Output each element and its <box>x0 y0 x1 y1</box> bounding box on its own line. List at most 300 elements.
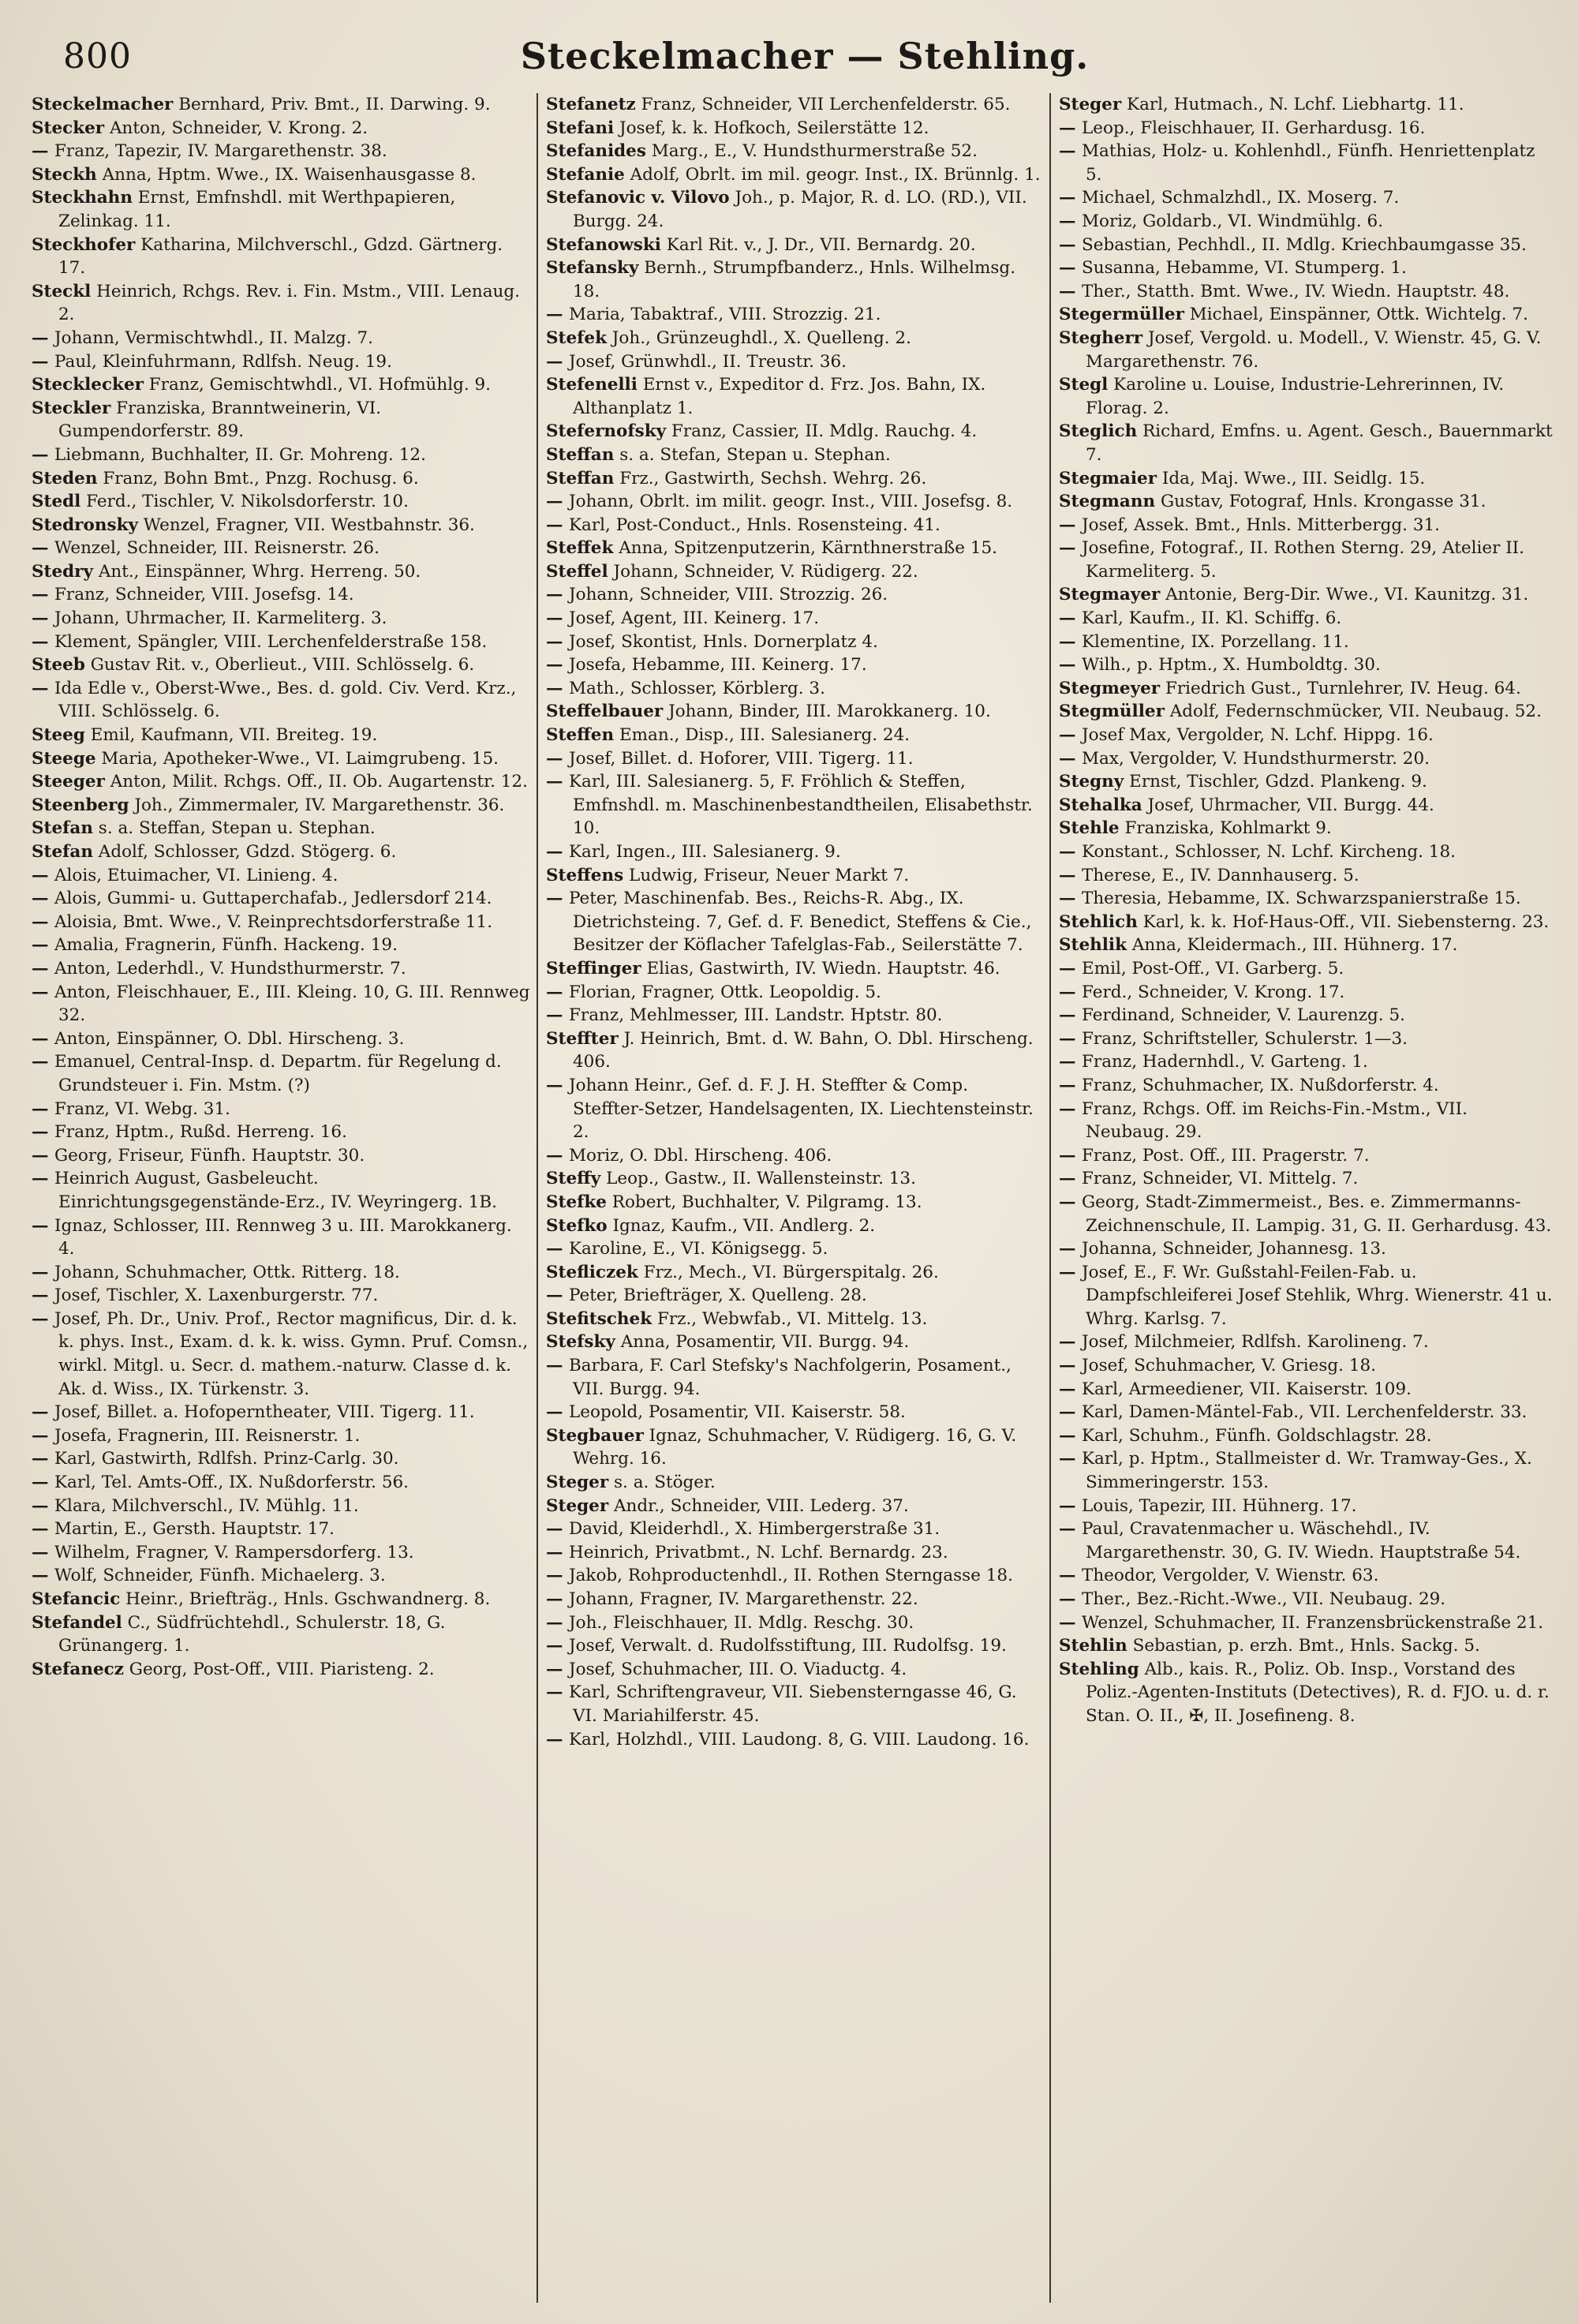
entry-surname: — <box>32 889 54 909</box>
directory-entry <box>1059 653 1556 677</box>
directory-entry <box>32 1401 530 1424</box>
entry-text: Maria, Apotheker-Wwe., VI. Laimgrubeng. 15. <box>95 748 499 769</box>
entry-text: Anna, Posamentir, VII. Burgg. 94. <box>615 1332 910 1353</box>
entry-text: Josef, Schuhmacher, III. O. Viaductg. 4. <box>569 1659 907 1679</box>
entry-surname: — <box>546 608 569 629</box>
directory-entry <box>546 1401 1043 1424</box>
directory-entry <box>546 677 1043 701</box>
entry-surname: Steckler <box>32 398 111 418</box>
entry-text: d. k. k. wiss. Gymn. Pruf. Comsn., wirkl. <box>58 1332 529 1376</box>
entry-surname: — <box>1059 725 1082 746</box>
directory-entry <box>546 93 1043 117</box>
directory-entry <box>1059 537 1556 583</box>
entry-surname: — <box>546 842 569 862</box>
entry-surname: — <box>1059 1239 1082 1259</box>
entry-text: Wilhelmsg. 18. <box>573 258 1016 301</box>
directory-entry <box>1059 1634 1556 1658</box>
entry-surname: — <box>546 1542 569 1562</box>
directory-entry <box>32 1308 530 1401</box>
entry-text: Alb., kais. R., Poliz. Ob. Insp., <box>1139 1659 1399 1679</box>
entry-text: Emil, Post-Off., VI. Garberg. 5. <box>1082 958 1344 979</box>
entry-surname: Steffan <box>546 444 615 465</box>
directory-entry <box>32 981 530 1027</box>
entry-text: J. Heinrich, Bmt. d. W. Bahn, O. <box>618 1028 893 1049</box>
directory-entry <box>32 234 530 280</box>
entry-text: Josef, Skontist, Hnls. Dornerplatz 4. <box>569 631 878 652</box>
directory-entry <box>1059 256 1556 280</box>
entry-text: Heinrich, Privatbmt., N. Lchf. Bernardg. 23. <box>569 1542 948 1562</box>
directory-entry <box>1059 210 1556 234</box>
directory-entry <box>1059 1261 1556 1331</box>
entry-text: Theresia, Hebamme, IX. Schwarzspanierstraße 15. <box>1082 889 1521 909</box>
entry-surname: Steffel <box>546 561 608 582</box>
entry-text: Jakob, Rohproductenhdl., II. Rothen Sterngasse 18. <box>569 1566 1013 1586</box>
entry-text: Alois, Etuimacher, VI. Linieng. 4. <box>54 865 338 885</box>
entry-text: Wichtelg. 7. <box>1425 305 1528 325</box>
entry-surname: Stegny <box>1059 772 1124 792</box>
entry-surname: — <box>32 1262 54 1282</box>
directory-entry <box>546 1167 1043 1191</box>
entry-text: Anton, Einspänner, O. Dbl. Hirscheng. 3. <box>54 1028 405 1049</box>
entry-text: Andr., Schneider, VIII. Lederg. 37. <box>608 1495 909 1516</box>
directory-entry <box>1059 770 1556 794</box>
entry-text: Karl, Kaufm., II. Kl. Schiffg. 6. <box>1082 608 1342 629</box>
entry-text: Johann Heinr., Gef. d. F. J. H. Steffter & Comp. Steffter-Setzer, Handelsagenten, IX. Liechtensteinstr. 2. <box>569 1075 1034 1143</box>
entry-surname: — <box>546 1566 569 1586</box>
entry-text: R. d. LO. (RD.), VII. Burgg. 24. <box>573 188 1027 231</box>
entry-text: Josef, E., F. Wr. Gußstahl-Feilen-Fab. u. <box>1082 1262 1417 1282</box>
directory-entry <box>32 607 530 631</box>
directory-entry <box>546 1634 1043 1658</box>
directory-entry <box>1059 280 1556 304</box>
entry-surname: Stehling <box>1059 1659 1139 1679</box>
entry-text: s. a. Stefan, Stepan u. Stephan. <box>614 444 891 465</box>
directory-entry <box>546 1471 1043 1495</box>
directory-entry <box>32 1658 530 1682</box>
entry-text: Ida Edle v., Oberst-Wwe., Bes. d. gold. <box>54 678 383 698</box>
entry-surname: — <box>1059 1332 1082 1353</box>
entry-surname: Stehlich <box>1059 911 1138 932</box>
directory-entry <box>546 1027 1043 1074</box>
entry-text: Karl, III. Salesianerg. 5, F. Fröhlich & <box>569 772 894 792</box>
entry-text: Friedrich Gust., Turnlehrer, IV. <box>1160 678 1432 698</box>
directory-entry <box>32 631 530 654</box>
entry-text: Civ. Verd. Krz., VIII. Schlösselg. 6. <box>58 678 517 722</box>
entry-text: Ernst v., Expeditor d. Frz. Jos. <box>637 375 901 395</box>
entry-surname: — <box>1059 889 1082 909</box>
entry-surname: Steege <box>32 748 96 769</box>
directory-entry <box>1059 1330 1556 1354</box>
entry-text: Elias, Gastwirth, IV. Wiedn. <box>641 958 882 979</box>
directory-entry <box>1059 467 1556 491</box>
entry-surname: — <box>546 1636 569 1656</box>
entry-text: Karoline u. Louise, Industrie-Lehrerinnen, IV. Florag. 2. <box>1086 375 1505 418</box>
directory-entry <box>1059 490 1556 514</box>
entry-text: Klement, Spängler, VIII. Lerchenfelderstraße 158. <box>54 631 488 652</box>
directory-entry <box>32 140 530 163</box>
entry-text: Johann, Uhrmacher, II. Karmeliterg. 3. <box>54 608 387 629</box>
entry-text: Konstant., Schlosser, N. Lchf. Kircheng. 18. <box>1082 842 1456 862</box>
entry-text: Josef, Milchmeier, Rdlfsh. Karolineng. 7. <box>1082 1332 1429 1353</box>
entry-text: Katharina, Milchverschl., Gdzd. <box>135 234 413 255</box>
entry-surname: Steckhahn <box>32 188 133 208</box>
entry-surname: Steckelmacher <box>32 95 174 114</box>
entry-text: Josef, Billet. a. Hofoperntheater, VIII. <box>54 1402 376 1423</box>
column-right <box>1049 93 1562 2303</box>
entry-surname: — <box>32 444 54 465</box>
entry-text: Josef, Tischler, X. Laxenburgerstr. 77. <box>54 1285 379 1306</box>
entry-surname: — <box>32 1169 54 1189</box>
entry-text: Theodor, Vergolder, V. Wienstr. 63. <box>1082 1566 1379 1586</box>
entry-text: Mathias, Holz- u. Kohlenhdl., Fünfh. Henriettenplatz 5. <box>1082 141 1535 185</box>
entry-surname: Stedl <box>32 492 81 512</box>
entry-text: Bahn, IX. Althanplatz 1. <box>573 375 986 418</box>
directory-entry <box>1059 1401 1556 1424</box>
entry-text: IX. Brünnlg. 1. <box>914 164 1041 185</box>
directory-entry <box>32 443 530 467</box>
entry-text: Joh., Fleischhauer, II. Mdlg. Reschg. 30. <box>569 1612 914 1633</box>
entry-surname: — <box>32 911 54 932</box>
entry-surname: — <box>546 1659 569 1679</box>
entry-surname: — <box>546 1589 569 1609</box>
directory-entry <box>32 1284 530 1308</box>
directory-entry <box>1059 1050 1556 1074</box>
directory-entry <box>1059 1588 1556 1611</box>
entry-text: Franz, Bohn Bmt., Pnzg. Rochusg. 6. <box>97 468 419 488</box>
entry-surname: Stehlin <box>1059 1636 1127 1656</box>
entry-text: Johann, Schuhmacher, Ottk. Ritterg. 18. <box>54 1262 400 1282</box>
entry-surname: — <box>1059 141 1082 162</box>
entry-text: Ferd., Tischler, V. Nikolsdorferstr. 10. <box>80 492 409 512</box>
entry-text: s. a. Steffan, Stepan u. Stephan. <box>92 818 376 839</box>
entry-text: Liebmann, Buchhalter, II. Gr. Mohreng. 12. <box>54 444 426 465</box>
entry-text: Josef, Billet. d. Hoforer, VIII. Tigerg. 11. <box>569 748 914 769</box>
entry-text: Johanna, Schneider, Johannesg. 13. <box>1082 1239 1386 1259</box>
directory-entry <box>1059 957 1556 981</box>
directory-entry <box>546 747 1043 771</box>
directory-entry <box>1059 981 1556 1005</box>
page-number: 800 <box>63 36 132 77</box>
directory-entry <box>32 327 530 350</box>
directory-entry <box>1059 1027 1556 1051</box>
entry-text: Eman., Disp., III. Salesianerg. 24. <box>614 725 911 746</box>
entry-surname: Stecklecker <box>32 375 144 395</box>
entry-text: Josef, Grünwhdl., II. Treustr. 36. <box>569 351 847 372</box>
entry-text: Tafelglas-Fab., Seilerstätte 7. <box>771 935 1023 956</box>
directory-entry <box>32 467 530 491</box>
directory-entry <box>546 256 1043 303</box>
directory-entry <box>32 93 530 117</box>
entry-text: Josef, Uhrmacher, VII. Burgg. 44. <box>1142 795 1434 815</box>
entry-surname: Stegmüller <box>1059 702 1165 722</box>
entry-text: Frz., Mech., VI. Bürgerspitalg. 26. <box>638 1262 939 1282</box>
entry-surname: — <box>546 748 569 769</box>
entry-surname: — <box>1059 1262 1082 1282</box>
directory-entry <box>1059 1495 1556 1518</box>
directory-entry <box>546 583 1043 607</box>
directory-entry <box>546 631 1043 654</box>
entry-text: Heinr., Briefträg., Hnls. Gschwandnerg. 8. <box>120 1589 491 1609</box>
entry-text: Michael, Einspänner, Ottk. <box>1184 305 1420 325</box>
directory-entry <box>32 1167 530 1214</box>
entry-surname: — <box>32 1566 54 1586</box>
entry-surname: — <box>546 772 569 792</box>
entry-surname: — <box>546 1402 569 1423</box>
entry-text: Anna, Kleidermach., III. Hühnerg. 17. <box>1127 935 1458 956</box>
entry-surname: — <box>32 1098 54 1119</box>
entry-text: Josef, Schuhmacher, V. Griesg. 18. <box>1082 1356 1377 1376</box>
entry-surname: Steeger <box>32 772 105 792</box>
entry-surname: Steckh <box>32 164 97 185</box>
directory-entry <box>546 1191 1043 1214</box>
directory-entry <box>32 490 530 514</box>
entry-surname: Stegermüller <box>1059 305 1184 325</box>
entry-text: Franz, Schriftsteller, Schulerstr. 1—3. <box>1082 1028 1408 1049</box>
directory-entry <box>1059 1518 1556 1564</box>
entry-surname: — <box>1059 234 1082 255</box>
entry-text: Martin, E., Gersth. Hauptstr. 17. <box>54 1519 335 1540</box>
entry-surname: Stedry <box>32 561 93 582</box>
entry-text: Rauchg. 4. <box>884 421 978 442</box>
directory-entry <box>32 117 530 140</box>
entry-surname: Stefancic <box>32 1589 121 1609</box>
entry-text: Maria, Tabaktraf., VIII. Strozzig. 21. <box>569 305 881 325</box>
entry-text: Wienstr. 45, G. V. Margarethenstr. 76. <box>1086 327 1542 372</box>
directory-entry <box>546 163 1043 187</box>
entry-surname: — <box>546 1285 569 1306</box>
entry-text: Karl, Tel. Amts-Off., IX. Nußdorferstr. 56. <box>54 1473 409 1493</box>
entry-text: Heug. 64. <box>1436 678 1521 698</box>
page-header <box>63 32 1546 95</box>
entry-surname: — <box>546 1356 569 1376</box>
entry-text: Max, Vergolder, V. Hundsthurmerstr. 20. <box>1082 748 1430 769</box>
entry-surname: — <box>1059 1566 1082 1586</box>
directory-entry <box>1059 1564 1556 1588</box>
directory-entry <box>32 1261 530 1285</box>
entry-text: Franz, Post. Off., III. Pragerstr. 7. <box>1082 1145 1370 1166</box>
entry-text: Karl, Hutmach., N. Lchf. Liebhartg. 11. <box>1121 95 1464 114</box>
entry-text: G. III. Rennweg 32. <box>58 982 530 1026</box>
entry-surname: — <box>1059 1052 1082 1072</box>
entry-surname: — <box>32 1052 54 1072</box>
directory-entry <box>546 350 1043 374</box>
directory-entry <box>1059 1098 1556 1144</box>
entry-text: Anton, Lederhdl., V. Hundsthurmerstr. 7. <box>54 958 406 979</box>
directory-entry <box>1059 677 1556 701</box>
entry-text: Moriz, O. Dbl. Hirscheng. 406. <box>569 1145 832 1166</box>
entry-surname: — <box>1059 1356 1082 1376</box>
directory-entry <box>546 327 1043 350</box>
entry-surname: — <box>1059 1098 1082 1119</box>
entry-surname: Steffinger <box>546 958 641 979</box>
running-head: Steckelmacher — Stehling. <box>520 35 1090 77</box>
entry-surname: Stefenelli <box>546 375 638 395</box>
entry-text: Frz., Gastwirth, Sechsh. Wehrg. 26. <box>614 468 927 488</box>
entry-surname: — <box>546 678 569 698</box>
entry-surname: Steenberg <box>32 795 129 815</box>
entry-surname: Stefanowski <box>546 234 661 255</box>
directory-entry <box>546 1004 1043 1027</box>
directory-entry <box>546 887 1043 957</box>
directory-entry <box>546 607 1043 631</box>
directory-entry <box>32 1027 530 1051</box>
entry-surname: — <box>32 935 54 956</box>
directory-entry <box>546 1658 1043 1682</box>
directory-entry <box>32 397 530 443</box>
entry-text: Ther., Bez.-Richt.-Wwe., VII. Neubaug. 29. <box>1082 1589 1446 1609</box>
directory-entry <box>32 1541 530 1565</box>
directory-entry <box>546 1074 1043 1144</box>
entry-text: IX. Dietrichsteing. 7, Gef. d. F. Benedict, <box>573 889 964 932</box>
entry-surname: — <box>1059 1495 1082 1516</box>
entry-text: Karl Rit. v., J. Dr., VII. <box>660 234 851 255</box>
entry-text: Ernst, Emfnshdl. mit Werthpapieren, Zelinkag. 11. <box>58 188 456 231</box>
entry-text: Robert, Buchhalter, V. Pilgramg. 13. <box>606 1192 922 1212</box>
entry-text: Emil, Kaufmann, VII. Breiteg. 19. <box>84 725 378 746</box>
entry-text: Georg, Friseur, Fünfh. Hauptstr. 30. <box>54 1145 365 1166</box>
entry-text: Antonie, Berg-Dir. Wwe., VI. <box>1160 585 1409 605</box>
directory-entry <box>32 1518 530 1541</box>
entry-text: Steffen, Emfnshdl. m. Maschinenbestandtheilen, Elisabethstr. 10. <box>573 772 1033 839</box>
directory-entry <box>1059 140 1556 186</box>
directory-entry <box>546 1541 1043 1565</box>
entry-text: Franz, Schneider, VI. Mittelg. 7. <box>1082 1169 1359 1189</box>
entry-surname: — <box>1059 655 1082 675</box>
directory-entry <box>546 981 1043 1005</box>
directory-entry <box>546 1354 1043 1401</box>
directory-entry <box>546 514 1043 537</box>
entry-surname: Steffy <box>546 1169 601 1189</box>
entry-surname: — <box>546 631 569 652</box>
directory-entry <box>1059 303 1556 327</box>
entry-text: Marg., E., V. Hundsthurmerstraße 52. <box>645 141 978 162</box>
entry-surname: — <box>1059 118 1082 138</box>
entry-text: Franz, Cassier, II. Mdlg. <box>666 421 880 442</box>
entry-surname: — <box>546 889 569 909</box>
entry-text: Ant., Einspänner, Whrg. Herreng. 50. <box>93 561 421 582</box>
entry-text: Aloisia, Bmt. Wwe., V. Reinprechtsdorferstraße 11. <box>54 911 493 932</box>
entry-surname: — <box>546 515 569 535</box>
entry-surname: — <box>1059 1005 1082 1026</box>
entry-surname: Steger <box>1059 95 1122 114</box>
entry-text: Gustav, Fotograf, Hnls. Krongasse 31. <box>1155 492 1486 512</box>
entry-text: Josef, Verwalt. d. Rudolfsstiftung, III. <box>569 1636 888 1656</box>
entry-text: Dampfschleiferei Josef Stehlik, Whrg. Wienerstr. 41 u. Whrg. Karlsg. 7. <box>1086 1285 1553 1329</box>
entry-surname: — <box>1059 211 1082 231</box>
entry-text: Wenzel, Schneider, III. Reisnerstr. 26. <box>54 538 380 559</box>
entry-text: Karl, p. Hptm., Stallmeister d. Wr. Tramway-Ges., X. Simmeringerstr. 153. <box>1082 1449 1532 1493</box>
directory-entry <box>1059 1424 1556 1448</box>
entry-surname: — <box>32 1285 54 1306</box>
columns <box>24 93 1562 2303</box>
entry-surname: Steglich <box>1059 421 1138 442</box>
entry-surname: — <box>32 1215 54 1236</box>
entry-surname: — <box>1059 1192 1082 1212</box>
entry-text: Amalia, Fragnerin, Fünfh. Hackeng. 19. <box>54 935 398 956</box>
directory-entry <box>1059 1004 1556 1027</box>
entry-surname: — <box>32 1028 54 1049</box>
entry-surname: — <box>1059 1519 1082 1540</box>
directory-entry <box>546 234 1043 257</box>
entry-text: Franz, Gemischtwhdl., VI. Hofmühlg. 9. <box>143 375 492 395</box>
entry-surname: Steffter <box>546 1028 619 1049</box>
entry-surname: — <box>546 1682 569 1703</box>
entry-text: Karoline, E., VI. Königsegg. 5. <box>569 1239 828 1259</box>
directory-entry <box>546 117 1043 140</box>
directory-entry <box>546 303 1043 327</box>
directory-entry <box>32 163 530 187</box>
entry-text: Susanna, Hebamme, VI. Stumperg. 1. <box>1082 258 1407 279</box>
directory-entry <box>32 794 530 818</box>
entry-text: Franz, Hptm., Rußd. Herreng. 16. <box>54 1122 347 1143</box>
entry-surname: Stefan <box>32 818 93 839</box>
entry-text: Richard, Emfns. u. Agent. Gesch., <box>1137 421 1434 442</box>
entry-surname: Steffelbauer <box>546 702 664 722</box>
directory-entry <box>32 817 530 840</box>
directory-entry <box>32 1471 530 1495</box>
directory-entry <box>1059 934 1556 957</box>
entry-text: Franz, Tapezir, IV. Margarethenstr. 38. <box>54 141 387 162</box>
directory-entry <box>1059 327 1556 373</box>
entry-text: Math., Schlosser, Körblerg. 3. <box>569 678 825 698</box>
entry-text: VIII. Lenaug. 2. <box>58 281 520 325</box>
directory-entry <box>546 1284 1043 1308</box>
directory-entry <box>1059 117 1556 140</box>
directory-entry <box>1059 1237 1556 1261</box>
entry-text: G. Grünangerg. 1. <box>58 1612 446 1656</box>
directory-entry <box>1059 700 1556 724</box>
directory-entry <box>546 700 1043 724</box>
directory-entry <box>32 747 530 771</box>
entry-surname: Steffek <box>546 538 614 559</box>
entry-text: Leopold, Posamentir, VII. Kaiserstr. 58. <box>569 1402 906 1423</box>
entry-text: Vorstand des Poliz.-Agenten-Instituts (Detectives), R. d. FJO. u. d. r. Stan. O. II., <box>1086 1659 1550 1726</box>
directory-entry <box>1059 840 1556 864</box>
entry-surname: — <box>1059 1075 1082 1095</box>
directory-entry <box>32 1611 530 1658</box>
entry-surname: — <box>32 982 54 1002</box>
entry-text: Louis, Tapezir, III. Hühnerg. 17. <box>1082 1495 1357 1516</box>
entry-text: Karl, Post-Conduct., Hnls. Rosensteing. 41. <box>569 515 940 535</box>
entry-surname: — <box>546 1239 569 1259</box>
entry-surname: — <box>32 1542 54 1562</box>
entry-surname: — <box>32 1519 54 1540</box>
entry-surname: — <box>546 351 569 372</box>
directory-entry <box>546 1564 1043 1588</box>
entry-surname: — <box>32 1308 54 1329</box>
entry-text: Franz, VI. Webg. 31. <box>54 1098 230 1119</box>
entry-surname: — <box>1059 982 1082 1002</box>
entry-text: Georg, Stadt-Zimmermeist., Bes. e. Zimmermanns-Zeichnenschule, II. Lampig. 31, <box>1082 1192 1521 1236</box>
directory-entry <box>32 583 530 607</box>
directory-entry <box>1059 1074 1556 1098</box>
entry-surname: — <box>1059 631 1082 652</box>
entry-text: Peter, Briefträger, X. Quelleng. 28. <box>569 1285 867 1306</box>
directory-entry <box>546 1518 1043 1541</box>
entry-text: Wilhelm, Fragner, V. Rampersdorferg. 13. <box>54 1542 414 1562</box>
entry-text: Adolf, Federnschmücker, VII. <box>1164 702 1420 722</box>
entry-text: magnificus, Dir. d. k. k. phys. Inst., Exam. <box>58 1308 518 1353</box>
entry-text: Gärtnerg. 17. <box>58 234 503 279</box>
entry-surname: Stegmayer <box>1059 585 1161 605</box>
entry-text: Bernh., Strumpfbanderz., Hnls. <box>638 258 915 279</box>
entry-text: Sebastian, p. erzh. Bmt., Hnls. <box>1127 1636 1396 1656</box>
entry-text: Alois, Gummi- u. Guttaperchafab., Jedlersdorf 214. <box>54 889 492 909</box>
entry-surname: Stefliczek <box>546 1262 638 1282</box>
entry-text: Franziska, Kohlmarkt 9. <box>1119 818 1332 839</box>
directory-entry <box>32 957 530 981</box>
entry-text: Johann, Obrlt. im milit. geogr. Inst., <box>569 492 876 512</box>
